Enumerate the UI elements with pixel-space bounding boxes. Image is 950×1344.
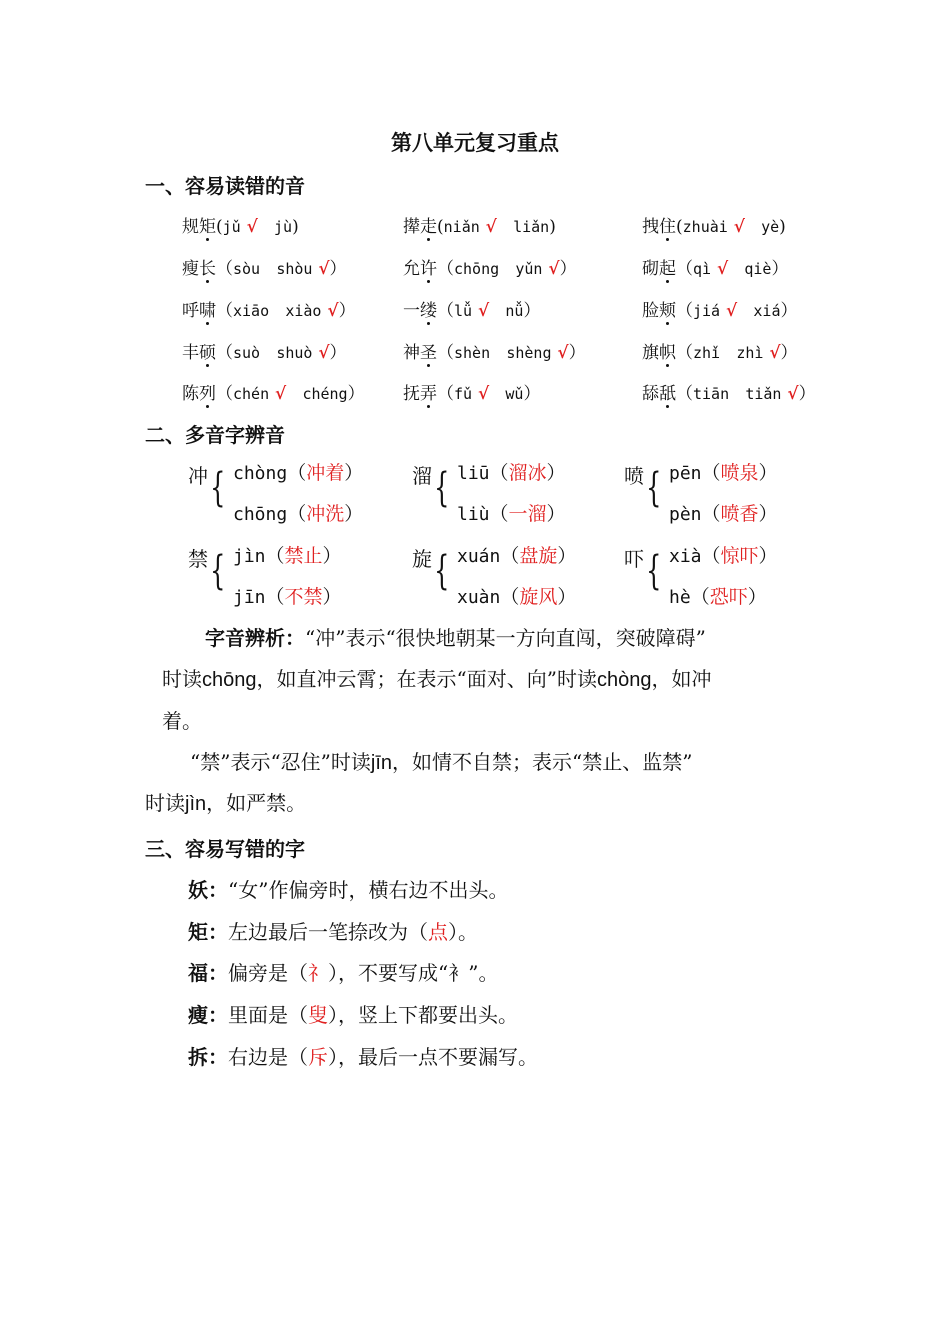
pinyin: chòng — [233, 463, 288, 484]
pinyin-option: sòu — [233, 260, 261, 278]
rule-text: “女”作偏旁时，横右边不出头。 — [228, 878, 509, 902]
check-icon: √ — [472, 301, 490, 321]
pinyin-option: zhǐ — [693, 344, 721, 362]
bracket: （ — [265, 545, 285, 567]
rule-char: 福： — [188, 961, 228, 985]
brace-icon: { — [434, 548, 450, 594]
pinyin-option: wǔ — [505, 385, 524, 403]
analysis-text: “冲”表示“很快地朝某一方向直闯，突破障碍” — [305, 626, 706, 650]
bracket: （ — [676, 301, 693, 321]
bracket: （ — [489, 462, 509, 484]
pinyin-option: xiào — [285, 302, 322, 320]
example-word: 喷香 — [720, 503, 759, 525]
pinyin-option: shuò — [276, 344, 313, 362]
bracket: ) — [549, 217, 556, 237]
analysis-text: 时读 — [145, 791, 185, 815]
bracket: ） — [344, 462, 364, 484]
item-char-marked: 缕 — [420, 296, 437, 321]
bracket: （ — [216, 384, 233, 404]
bracket: ） — [322, 545, 342, 567]
bracket: ） — [329, 259, 347, 279]
bracket: （ — [437, 259, 454, 279]
analysis-line-3: 着。 — [162, 709, 202, 733]
item-char-marked: 住 — [659, 212, 676, 237]
item-char-marked: 走 — [420, 212, 437, 237]
rule-text: 右边是（ — [228, 1045, 308, 1069]
pinyin-option: shòu — [276, 260, 313, 278]
page-title: 第八单元复习重点 — [391, 131, 559, 155]
reading-item — [642, 379, 816, 404]
rule-text: 左边最后一笔捺改为（ — [228, 920, 428, 944]
reading-item — [403, 254, 577, 279]
bracket: ） — [568, 343, 586, 363]
item-char-marked: 列 — [199, 379, 216, 404]
analysis-text: ，如情不自禁；表示“禁止、监禁” — [392, 750, 693, 774]
writing-rule — [188, 916, 478, 945]
reading-item — [403, 379, 540, 404]
reading-item — [182, 254, 347, 279]
item-char: 撵 — [403, 217, 420, 237]
bracket: ） — [780, 343, 798, 363]
reading-item — [403, 212, 556, 237]
item-char: 允 — [403, 259, 420, 279]
analysis-line-2 — [162, 658, 711, 701]
bracket: （ — [701, 462, 721, 484]
analysis-line-1 — [205, 617, 706, 659]
bracket: （ — [500, 545, 520, 567]
reading-item — [403, 338, 586, 363]
rule-text: 偏旁是（ — [228, 961, 308, 985]
rule-text: ），竖上下都要出头。 — [328, 1003, 518, 1027]
analysis-label: 字音辨析： — [205, 626, 305, 650]
check-icon: √ — [472, 384, 490, 404]
bracket: ） — [771, 259, 789, 279]
section1-heading: 一、容易读错的音 — [145, 174, 305, 198]
bracket: （ — [216, 343, 233, 363]
item-char: 规 — [182, 217, 199, 237]
check-icon: √ — [763, 343, 781, 363]
example-word: 盘旋 — [519, 545, 558, 567]
polyphone-line — [457, 499, 566, 526]
polyphone-line — [669, 582, 767, 609]
pinyin-option: qì — [693, 260, 712, 278]
item-char: 瘦 — [182, 259, 199, 279]
pinyin-option: suò — [233, 344, 261, 362]
analysis-text: ，如直冲云霄；在表示“面对、向”时读 — [256, 667, 597, 691]
pinyin-option: jǔ — [222, 218, 241, 236]
pinyin: xuán — [457, 546, 501, 567]
analysis-text: ，如严禁。 — [206, 791, 307, 815]
bracket: ） — [546, 462, 566, 484]
pinyin-option: chén — [233, 385, 270, 403]
bracket: ） — [329, 343, 347, 363]
example-word: 恐吓 — [709, 586, 748, 608]
bracket: ） — [758, 462, 778, 484]
brace-icon: { — [210, 548, 226, 594]
reading-item — [642, 254, 788, 279]
pinyin-option: yè — [761, 218, 780, 236]
polyphone-line — [457, 541, 576, 568]
bracket: ） — [758, 503, 778, 525]
item-char-marked: 圣 — [420, 338, 437, 363]
item-char-marked: 啸 — [199, 296, 216, 321]
pinyin-option: chéng — [302, 385, 348, 403]
bracket: （ — [489, 503, 509, 525]
bracket: ） — [347, 384, 365, 404]
pinyin-option: nǚ — [505, 302, 524, 320]
rule-answer: 叟 — [308, 1003, 328, 1027]
bracket: ） — [338, 301, 356, 321]
bracket: （ — [701, 545, 721, 567]
bracket: ) — [779, 217, 786, 237]
reading-item — [182, 338, 347, 363]
writing-rule — [188, 874, 508, 903]
pinyin: hè — [669, 587, 691, 608]
item-char-marked: 硕 — [199, 338, 216, 363]
pinyin: xuàn — [457, 587, 501, 608]
pinyin: xià — [669, 546, 702, 567]
bracket: （ — [437, 384, 454, 404]
bracket: （ — [265, 586, 285, 608]
brace-icon: { — [646, 465, 662, 511]
item-char: 呼 — [182, 301, 199, 321]
pinyin-option: shèn — [454, 344, 491, 362]
analysis-line-4 — [190, 741, 692, 784]
bracket: ） — [344, 503, 364, 525]
rule-text: ），最后一点不要漏写。 — [328, 1045, 538, 1069]
item-char: 砌 — [642, 259, 659, 279]
item-char-marked: 起 — [659, 254, 676, 279]
bracket: ） — [798, 384, 816, 404]
reading-item — [182, 212, 299, 237]
pinyin-option: lǚ — [454, 302, 473, 320]
bracket: ) — [292, 217, 299, 237]
reading-item — [642, 296, 798, 321]
pinyin: liū — [457, 463, 490, 484]
pinyin-option: tiǎn — [745, 385, 782, 403]
bracket: （ — [437, 343, 454, 363]
section3-heading: 三、容易写错的字 — [145, 837, 305, 861]
example-word: 一溜 — [508, 503, 547, 525]
bracket: （ — [676, 343, 693, 363]
bracket: （ — [676, 384, 693, 404]
bracket: （ — [690, 586, 710, 608]
item-char-marked: 长 — [199, 254, 216, 279]
check-icon: √ — [727, 217, 745, 237]
item-char: 陈 — [182, 384, 199, 404]
bracket: （ — [216, 259, 233, 279]
polyphone-char: 旋 — [412, 547, 432, 571]
bracket: ） — [523, 301, 541, 321]
pinyin: chòng — [596, 669, 652, 691]
check-icon: √ — [321, 301, 339, 321]
pinyin-option: shèng — [506, 344, 552, 362]
rule-char: 妖： — [188, 878, 228, 902]
polyphone-line — [457, 582, 576, 609]
check-icon: √ — [479, 217, 497, 237]
pinyin-option: zhì — [736, 344, 764, 362]
bracket: ） — [557, 586, 577, 608]
pinyin-option: qiè — [744, 260, 772, 278]
example-word: 惊吓 — [720, 545, 759, 567]
item-char: 脸 — [642, 301, 659, 321]
rule-answer: 点 — [428, 920, 448, 944]
polyphone-char: 吓 — [624, 547, 644, 571]
reading-item — [642, 338, 798, 363]
bracket: （ — [437, 301, 454, 321]
bracket: ） — [557, 545, 577, 567]
pinyin: chōng — [202, 669, 257, 691]
pinyin-option: fǔ — [454, 385, 473, 403]
pinyin-option: jiá — [693, 302, 721, 320]
item-char-marked: 弄 — [420, 379, 437, 404]
bracket: ） — [758, 545, 778, 567]
pinyin: jìn — [185, 793, 207, 815]
example-word: 旋风 — [519, 586, 558, 608]
item-char-marked: 舐 — [659, 379, 676, 404]
bracket: （ — [701, 503, 721, 525]
check-icon: √ — [720, 301, 738, 321]
pinyin: jìn — [233, 546, 266, 567]
writing-rule — [188, 1041, 538, 1070]
example-word: 禁止 — [284, 545, 323, 567]
polyphone-line — [457, 458, 566, 485]
polyphone-line — [233, 582, 342, 609]
polyphone-line — [669, 499, 778, 526]
polyphone-line — [669, 458, 778, 485]
check-icon: √ — [312, 343, 330, 363]
item-char: 旗 — [642, 343, 659, 363]
brace-icon: { — [434, 465, 450, 511]
item-char: 一 — [403, 301, 420, 321]
pinyin-option: jù — [274, 218, 293, 236]
check-icon: √ — [711, 259, 729, 279]
polyphone-line — [233, 541, 342, 568]
bracket: （ — [500, 586, 520, 608]
reading-item — [182, 379, 365, 404]
check-icon: √ — [781, 384, 799, 404]
rule-char: 矩： — [188, 920, 228, 944]
pinyin-option: xiá — [753, 302, 781, 320]
analysis-text: “禁”表示“忍住”时读 — [190, 750, 371, 774]
bracket: （ — [216, 301, 233, 321]
pinyin: chōng — [233, 504, 288, 525]
polyphone-line — [233, 458, 363, 485]
pinyin: liù — [457, 504, 490, 525]
item-char-marked: 许 — [420, 254, 437, 279]
pinyin: pèn — [669, 504, 702, 525]
item-char-marked: 颊 — [659, 296, 676, 321]
pinyin: pēn — [669, 463, 702, 484]
polyphone-char: 冲 — [188, 464, 208, 488]
bracket: ） — [747, 586, 767, 608]
pinyin-option: yǔn — [515, 260, 543, 278]
polyphone-line — [669, 541, 778, 568]
pinyin-option: niǎn — [443, 218, 480, 236]
item-char: 抚 — [403, 384, 420, 404]
rule-answer: 礻 — [308, 961, 328, 985]
item-char-marked: 帜 — [659, 338, 676, 363]
check-icon: √ — [312, 259, 330, 279]
pinyin-option: chōng — [454, 260, 500, 278]
pinyin-option: tiān — [693, 385, 730, 403]
bracket: ） — [322, 586, 342, 608]
pinyin-option: liǎn — [513, 218, 550, 236]
item-char-marked: 矩 — [199, 212, 216, 237]
pinyin-option: xiāo — [233, 302, 270, 320]
writing-rule — [188, 999, 518, 1028]
bracket: （ — [287, 462, 307, 484]
example-word: 冲着 — [306, 462, 345, 484]
item-char: 拽 — [642, 217, 659, 237]
pinyin: jīn — [233, 587, 266, 608]
analysis-line-5 — [145, 782, 306, 825]
polyphone-char: 溜 — [412, 464, 432, 488]
polyphone-char: 禁 — [188, 547, 208, 571]
writing-rule — [188, 957, 498, 986]
check-icon: √ — [269, 384, 287, 404]
bracket: ( — [676, 217, 683, 237]
rule-text: ）。 — [448, 920, 478, 944]
brace-icon: { — [646, 548, 662, 594]
example-word: 冲洗 — [306, 503, 345, 525]
bracket: ） — [546, 503, 566, 525]
pinyin-option: zhuài — [682, 218, 728, 236]
polyphone-line — [233, 499, 363, 526]
item-char: 丰 — [182, 343, 199, 363]
bracket: ） — [559, 259, 577, 279]
example-word: 不禁 — [284, 586, 323, 608]
bracket: （ — [287, 503, 307, 525]
rule-text: ），不要写成“衤”。 — [328, 961, 499, 985]
reading-item — [182, 296, 356, 321]
bracket: ( — [216, 217, 223, 237]
bracket: ( — [437, 217, 444, 237]
rule-text: 里面是（ — [228, 1003, 308, 1027]
check-icon: √ — [542, 259, 560, 279]
reading-item — [403, 296, 540, 321]
check-icon: √ — [240, 217, 258, 237]
brace-icon: { — [210, 465, 226, 511]
check-icon: √ — [551, 343, 569, 363]
analysis-text: 时读 — [162, 667, 202, 691]
bracket: ） — [780, 301, 798, 321]
analysis-text: ，如冲 — [651, 667, 712, 691]
example-word: 喷泉 — [720, 462, 759, 484]
bracket: （ — [676, 259, 693, 279]
reading-item — [642, 212, 786, 237]
rule-answer: 斥 — [308, 1045, 328, 1069]
pinyin: jīn — [370, 752, 393, 774]
item-char: 舔 — [642, 384, 659, 404]
section2-heading: 二、多音字辨音 — [145, 423, 285, 447]
bracket: ） — [523, 384, 541, 404]
rule-char: 瘦： — [188, 1003, 228, 1027]
item-char: 神 — [403, 343, 420, 363]
polyphone-char: 喷 — [624, 464, 644, 488]
example-word: 溜冰 — [508, 462, 547, 484]
rule-char: 拆： — [188, 1045, 228, 1069]
